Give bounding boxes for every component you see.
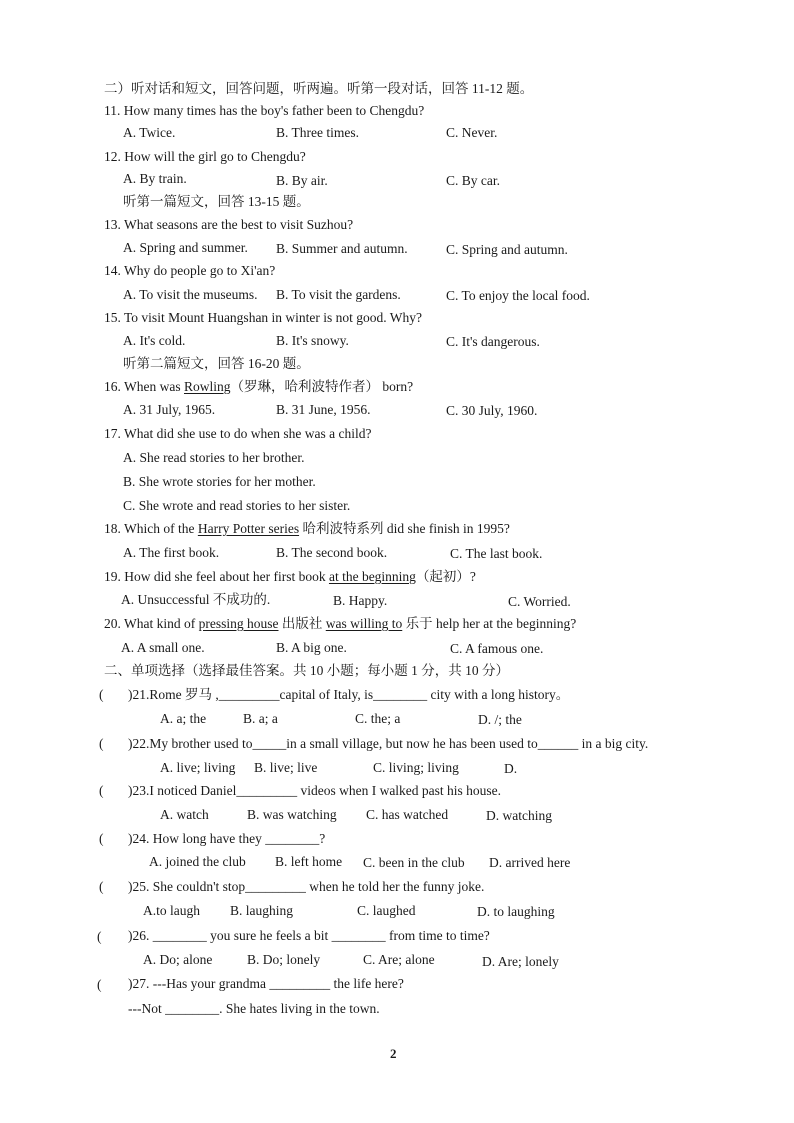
q24-option-d: D. arrived here: [489, 855, 571, 870]
question-16: [104, 378, 413, 396]
q13-option-b: B. Summer and autumn.: [276, 241, 408, 256]
q17-option-a: A. She read stories to her brother.: [123, 450, 305, 465]
q21-answer-paren: (: [99, 687, 104, 702]
q26-option-d: D. Are; lonely: [482, 954, 559, 969]
q23-option-c: C. has watched: [366, 807, 449, 822]
q19-underlined: at the beginning: [328, 569, 416, 584]
q18-option-b: B. The second book.: [276, 545, 388, 560]
q19-text-pre: 19. How did she feel about her first book: [104, 569, 329, 584]
q17-option-c: C. She wrote and read stories to her sister.: [123, 498, 351, 513]
q15-option-a: A. It's cold.: [123, 333, 186, 348]
question-23: )23.I noticed Daniel_________ videos when I walked past his house.: [128, 783, 502, 798]
question-18: [104, 520, 510, 538]
q25-option-a: A.to laugh: [143, 903, 200, 918]
q22-option-b: B. live; live: [254, 760, 318, 775]
q12-option-b: B. By air.: [276, 173, 328, 188]
q19-option-b: B. Happy.: [333, 593, 388, 608]
q20-option-c: C. A famous one.: [450, 641, 544, 656]
q25-option-b: B. laughing: [230, 903, 293, 918]
q13-option-a: A. Spring and summer.: [123, 240, 248, 255]
question-11: 11. How many times has the boy's father been to Chengdu?: [104, 103, 425, 118]
question-15: 15. To visit Mount Huangshan in winter is not good. Why?: [104, 310, 423, 325]
question-22: )22.My brother used to_____in a small village, but now he has been used to______ in a big city.: [128, 736, 649, 751]
q23-answer-paren: (: [99, 783, 104, 798]
q26-option-b: B. Do; lonely: [247, 952, 321, 967]
q20-underlined-2: was willing to: [325, 616, 403, 631]
question-19: [104, 568, 476, 586]
q24-answer-paren: (: [99, 831, 104, 846]
question-14: 14. Why do people go to Xi'an?: [104, 263, 276, 278]
question-13: 13. What seasons are the best to visit Suzhou?: [104, 217, 354, 232]
q25-option-d: D. to laughing: [477, 904, 555, 919]
q18-text-post: 哈利波特系列 did she finish in 1995?: [299, 521, 510, 536]
q21-option-c: C. the; a: [355, 711, 401, 726]
q16-option-c: C. 30 July, 1960.: [446, 403, 538, 418]
q12-option-a: A. By train.: [123, 171, 187, 186]
q14-option-a: A. To visit the museums.: [123, 287, 258, 302]
q21-option-b: B. a; a: [243, 711, 278, 726]
q22-option-a: A. live; living: [160, 760, 236, 775]
q22-answer-paren: (: [99, 736, 104, 751]
q24-option-b: B. left home: [275, 854, 343, 869]
question-24: )24. How long have they ________?: [128, 831, 326, 846]
q26-answer-paren: (: [97, 929, 102, 944]
q19-option-c: C. Worried.: [508, 594, 571, 609]
q26-option-c: C. Are; alone: [363, 952, 435, 967]
q16-option-b: B. 31 June, 1956.: [276, 402, 371, 417]
q16-text-pre: 16. When was: [104, 379, 184, 394]
q20-underlined-1: pressing house: [198, 616, 279, 631]
page-number: 2: [390, 1046, 397, 1061]
q18-option-a: A. The first book.: [123, 545, 220, 560]
q20-text-post: 乐于 help her at the beginning?: [402, 616, 577, 631]
question-25: )25. She couldn't stop_________ when he told her the funny joke.: [128, 879, 485, 894]
question-17: 17. What did she use to do when she was a child?: [104, 426, 372, 441]
q17-option-b: B. She wrote stories for her mother.: [123, 474, 316, 489]
q23-option-a: A. watch: [160, 807, 209, 822]
q18-option-c: C. The last book.: [450, 546, 543, 561]
q20-text-pre: 20. What kind of: [104, 616, 199, 631]
q16-text-post: （罗琳，哈利波特作者） born?: [230, 379, 414, 394]
q15-option-c: C. It's dangerous.: [446, 334, 540, 349]
q24-option-a: A. joined the club: [149, 854, 246, 869]
q19-text-post: （起初）?: [415, 569, 476, 584]
q20-option-a: A. A small one.: [121, 640, 205, 655]
q25-answer-paren: (: [99, 879, 104, 894]
q23-option-d: D. watching: [486, 808, 552, 823]
q21-option-d: D. /; the: [478, 712, 522, 727]
q20-text-mid: 出版社: [278, 616, 326, 631]
q14-option-c: C. To enjoy the local food.: [446, 288, 590, 303]
q22-option-d: D.: [504, 761, 518, 776]
q27-reply: ---Not ________. She hates living in the town.: [128, 1001, 380, 1016]
q27-answer-paren: (: [97, 977, 102, 992]
question-27: )27. ---Has your grandma _________ the life here?: [128, 976, 404, 991]
q11-option-a: A. Twice.: [123, 125, 176, 140]
q13-option-c: C. Spring and autumn.: [446, 242, 568, 257]
q20-option-b: B. A big one.: [276, 640, 347, 655]
question-26: )26. ________ you sure he feels a bit ________ from time to time?: [128, 928, 490, 943]
q16-underlined: Rowling: [184, 379, 231, 394]
q23-option-b: B. was watching: [247, 807, 337, 822]
q24-option-c: C. been in the club: [363, 855, 465, 870]
q18-underlined: Harry Potter series: [197, 521, 300, 536]
section-listening-header: 二）听对话和短文，回答问题，听两遍。听第一段对话，回答 11-12 题。: [104, 81, 534, 96]
section-choice-header: 二、单项选择（选择最佳答案。共 10 小题；每小题 1 分，共 10 分）: [104, 663, 509, 678]
q26-option-a: A. Do; alone: [143, 952, 213, 967]
question-20: [104, 615, 576, 633]
q22-option-c: C. living; living: [373, 760, 459, 775]
question-12: 12. How will the girl go to Chengdu?: [104, 149, 306, 164]
q15-option-b: B. It's snowy.: [276, 333, 349, 348]
q11-option-c: C. Never.: [446, 125, 498, 140]
q14-option-b: B. To visit the gardens.: [276, 287, 401, 302]
question-21: )21.Rome 罗马 ,_________capital of Italy, is________ city with a long history。: [128, 687, 570, 702]
q18-text-pre: 18. Which of the: [104, 521, 198, 536]
q11-option-b: B. Three times.: [276, 125, 359, 140]
q16-option-a: A. 31 July, 1965.: [123, 402, 216, 417]
q12-option-c: C. By car.: [446, 173, 500, 188]
q19-option-a: A. Unsuccessful 不成功的.: [121, 592, 271, 607]
q25-option-c: C. laughed: [357, 903, 416, 918]
q21-option-a: A. a; the: [160, 711, 207, 726]
passage2-header: 听第二篇短文，回答 16-20 题。: [123, 356, 310, 371]
passage1-header: 听第一篇短文，回答 13-15 题。: [123, 194, 310, 209]
